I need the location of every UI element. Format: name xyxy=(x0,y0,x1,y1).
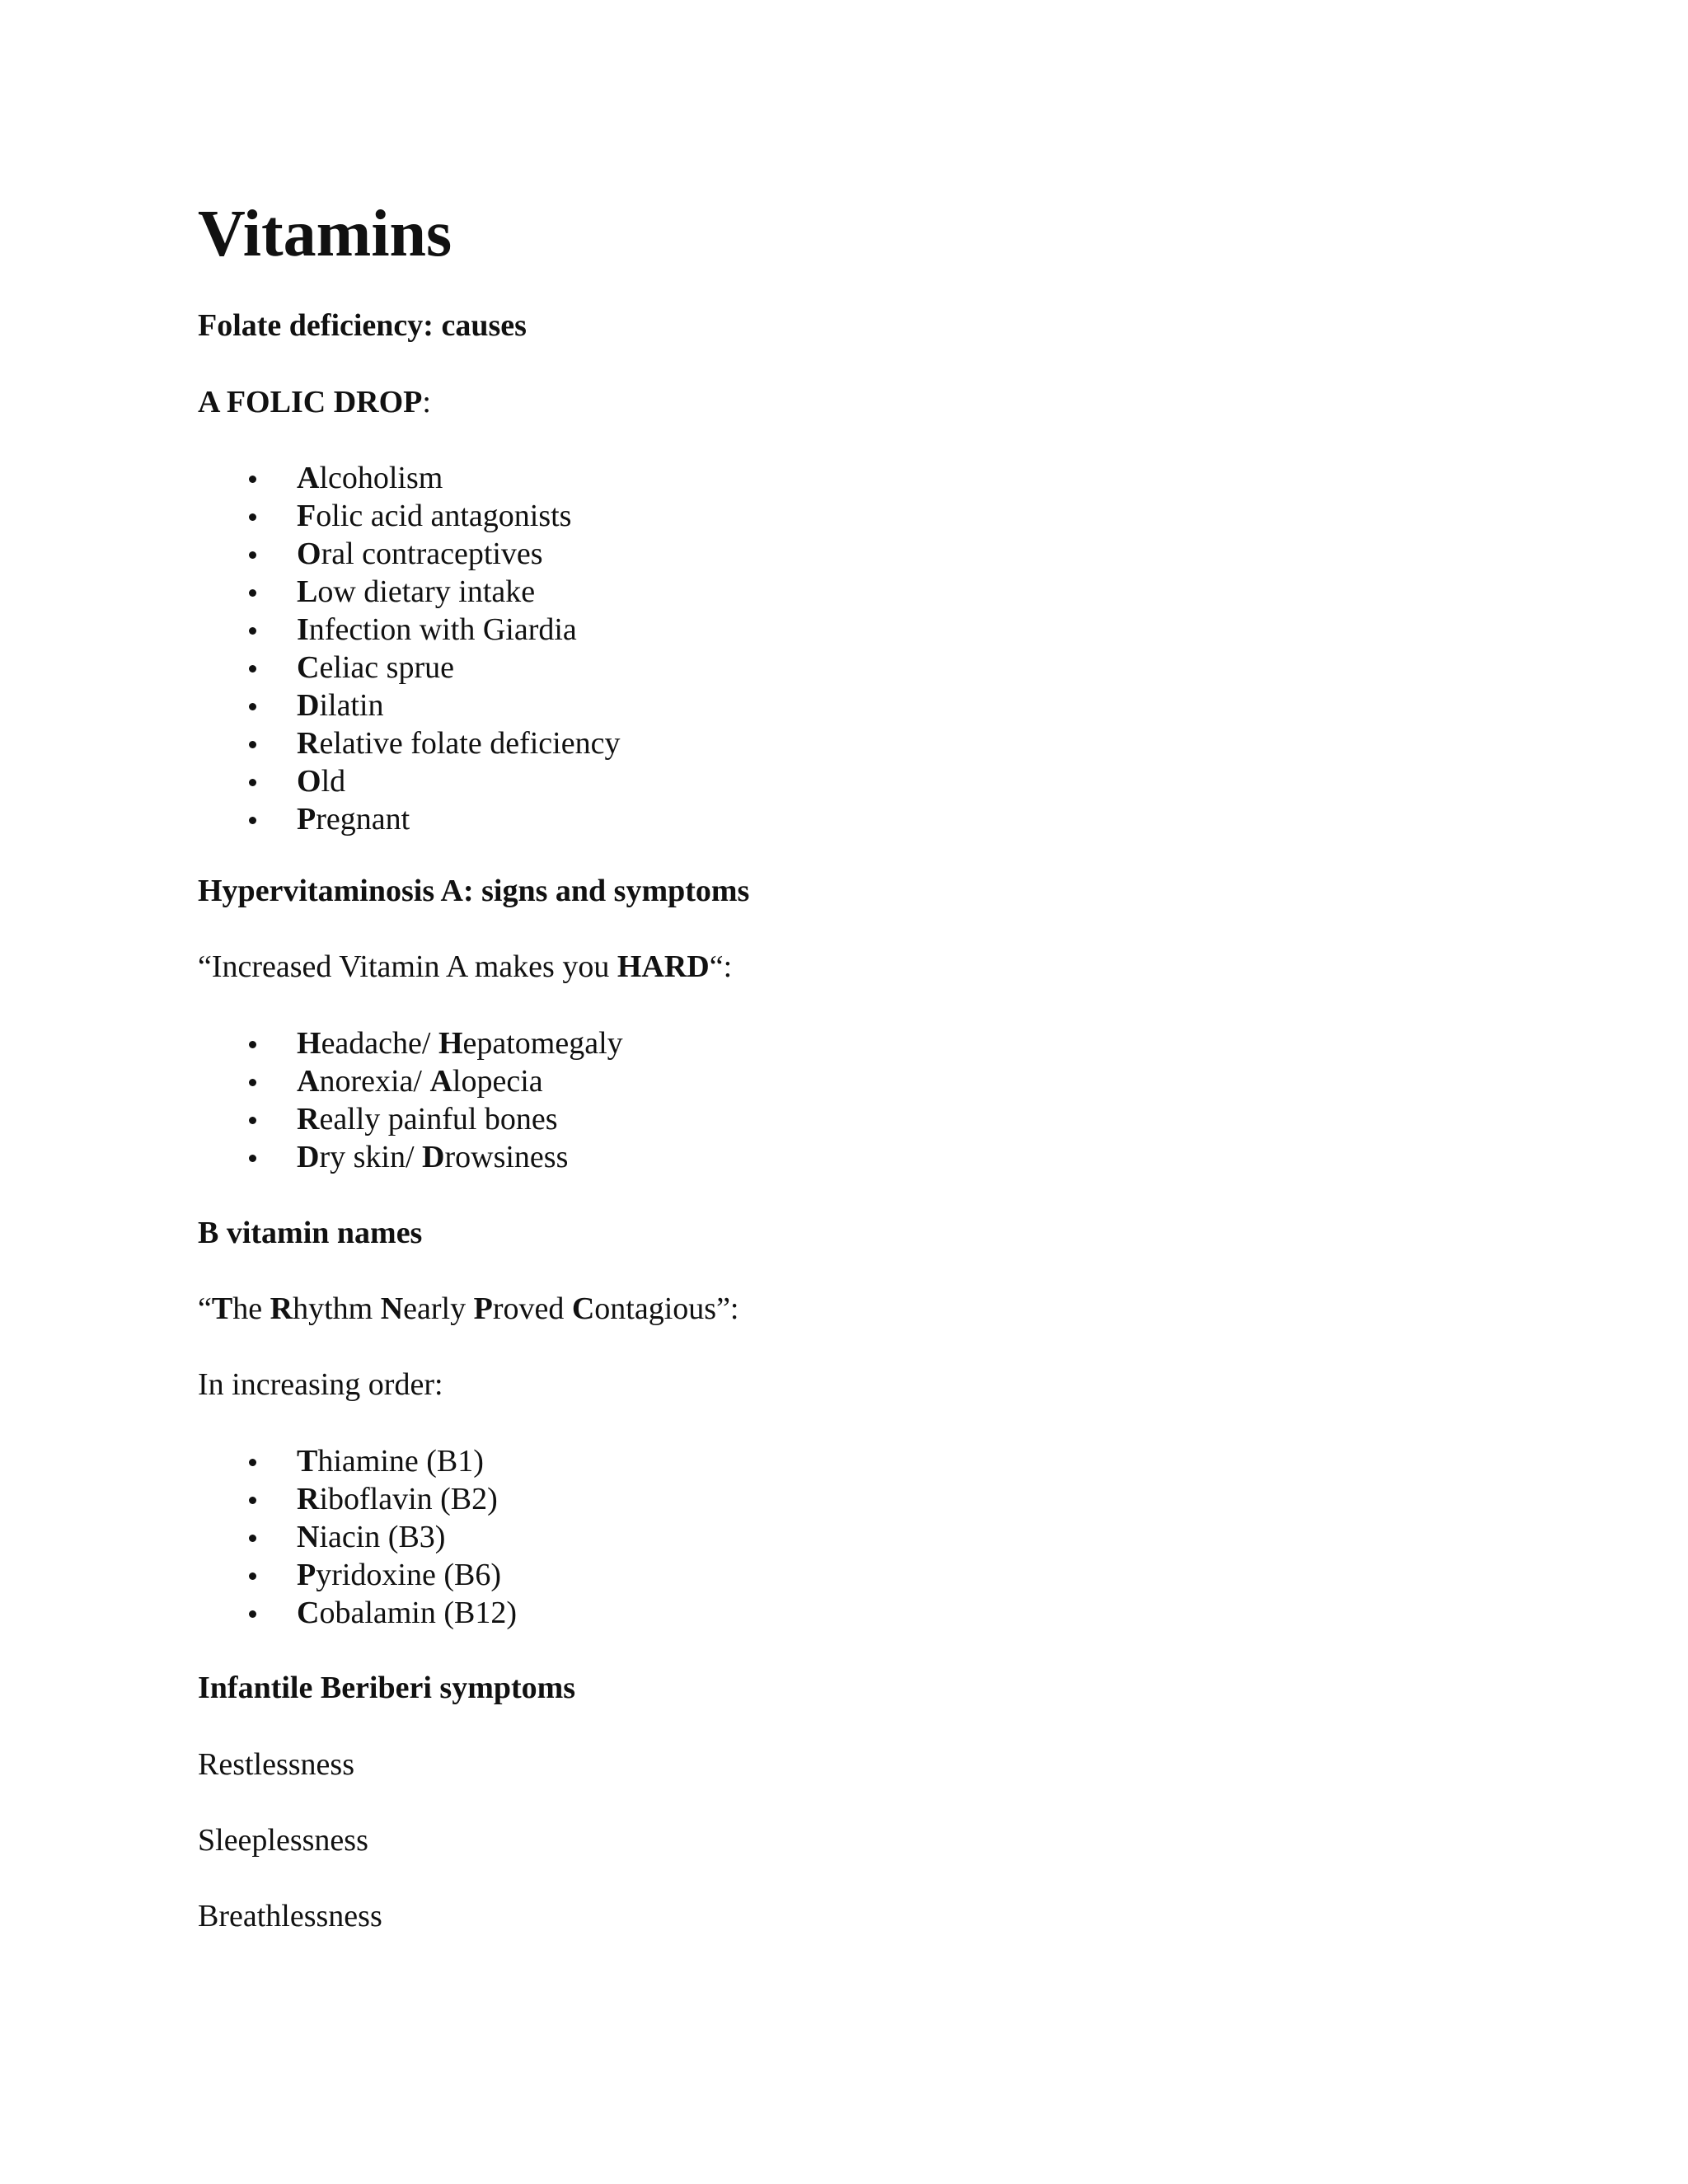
folate-causes-list xyxy=(198,459,620,838)
list-item: Alcoholism xyxy=(198,459,620,497)
folate-mnemonic xyxy=(198,383,431,421)
bullet-icon xyxy=(249,703,256,710)
bullet-icon xyxy=(249,741,256,748)
bullet-icon xyxy=(249,1459,256,1466)
folate-heading: Folate deficiency: causes xyxy=(198,308,527,343)
beriberi-symptom: Sleeplessness xyxy=(198,1823,368,1858)
b-vitamins-list xyxy=(198,1442,517,1632)
bullet-icon xyxy=(249,476,256,483)
bullet-icon xyxy=(249,1079,256,1086)
bullet-icon xyxy=(249,1117,256,1124)
list-item: Dilatin xyxy=(198,687,620,724)
hypervitaminosis-heading: Hypervitaminosis A: signs and symptoms xyxy=(198,874,750,908)
b-vitamins-mnemonic: “The Rhythm Nearly Proved Contagious”: xyxy=(198,1291,739,1326)
list-item: Riboflavin (B2) xyxy=(198,1480,517,1518)
b-vitamins-order-label: In increasing order: xyxy=(198,1367,443,1402)
list-item: Really painful bones xyxy=(198,1100,623,1138)
list-item: Thiamine (B1) xyxy=(198,1442,517,1480)
bullet-icon xyxy=(249,627,256,635)
list-item: Relative folate deficiency xyxy=(198,724,620,762)
beriberi-symptom: Breathlessness xyxy=(198,1899,382,1933)
folate-mnemonic-bold: A FOLIC DROP xyxy=(198,385,423,419)
page-title: Vitamins xyxy=(198,198,452,270)
list-item: Oral contraceptives xyxy=(198,535,620,573)
bullet-icon xyxy=(249,1497,256,1504)
bullet-icon xyxy=(249,1041,256,1048)
bullet-icon xyxy=(249,551,256,559)
bullet-icon xyxy=(249,817,256,824)
folate-mnemonic-tail: : xyxy=(422,385,431,419)
bullet-icon xyxy=(249,589,256,597)
hypervitaminosis-symptoms-list xyxy=(198,1024,623,1176)
beriberi-symptom: Restlessness xyxy=(198,1747,354,1782)
bullet-icon xyxy=(249,513,256,521)
bullet-icon xyxy=(249,1155,256,1162)
list-item: Pregnant xyxy=(198,800,620,838)
list-item: Old xyxy=(198,762,620,800)
bullet-icon xyxy=(249,1535,256,1542)
bullet-icon xyxy=(249,665,256,673)
list-item: Low dietary intake xyxy=(198,573,620,611)
b-vitamins-heading: B vitamin names xyxy=(198,1216,423,1250)
list-item: Niacin (B3) xyxy=(198,1518,517,1556)
hypervitaminosis-mnemonic: “Increased Vitamin A makes you HARD“: xyxy=(198,949,733,984)
list-item: Anorexia/ Alopecia xyxy=(198,1062,623,1100)
list-item: Cobalamin (B12) xyxy=(198,1594,517,1632)
bullet-icon xyxy=(249,1610,256,1618)
list-item: Pyridoxine (B6) xyxy=(198,1556,517,1594)
bullet-icon xyxy=(249,779,256,786)
bullet-icon xyxy=(249,1572,256,1580)
list-item: Infection with Giardia xyxy=(198,611,620,649)
beriberi-heading: Infantile Beriberi symptoms xyxy=(198,1671,576,1705)
list-item: Celiac sprue xyxy=(198,649,620,687)
list-item: Headache/ Hepatomegaly xyxy=(198,1024,623,1062)
list-item: Dry skin/ Drowsiness xyxy=(198,1138,623,1176)
list-item: Folic acid antagonists xyxy=(198,497,620,535)
